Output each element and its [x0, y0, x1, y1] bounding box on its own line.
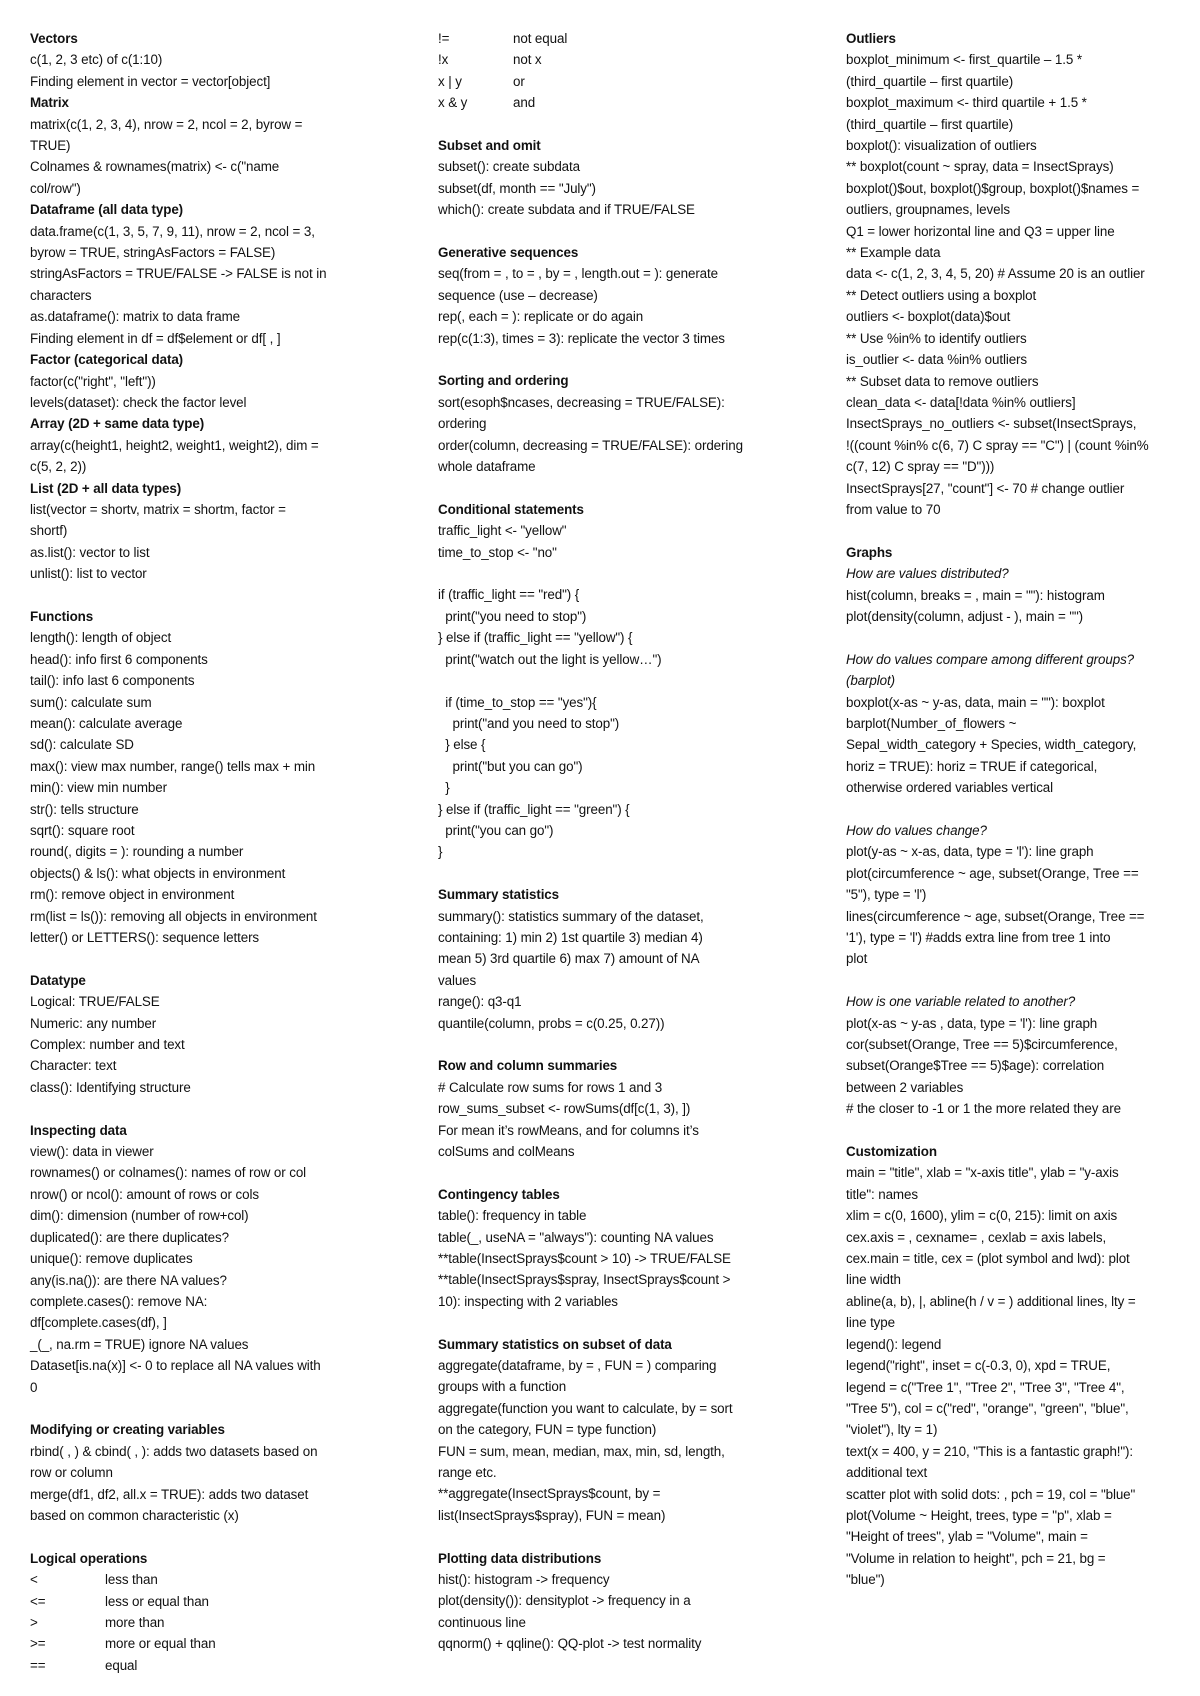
text-line: **table(InsectSprays$count > 10) -> TRUE/FALSE: [438, 1251, 731, 1267]
column-1: [30, 28, 390, 1676]
text-line: "violet"), lty = 1): [846, 1422, 938, 1438]
operator-meaning: or: [513, 73, 525, 89]
text-line: plot(y-as ~ x-as, data, type = 'l'): line graph: [846, 844, 1094, 860]
section-heading: Factor (categorical data): [30, 352, 184, 368]
operator-symbol: x & y: [438, 95, 468, 111]
text-line: on the category, FUN = type function): [438, 1422, 657, 1438]
section-heading: Outliers: [846, 31, 896, 46]
text-line: c(1, 2, 3 etc) of c(1:10): [30, 52, 163, 68]
spacer: [438, 1162, 798, 1183]
section-heading: Generative sequences: [438, 245, 579, 261]
section-heading: Functions: [30, 608, 94, 624]
operator-row: [30, 1591, 390, 1612]
text-line: row_sums_subset <- rowSums(df[c(1, 3), ]): [438, 1101, 691, 1117]
text-line: boxplot_maximum <- third quartile + 1.5 *: [846, 95, 1087, 111]
text-line: print("you can go"): [438, 822, 554, 838]
section-heading: Logical operations: [30, 1550, 148, 1566]
text-line: ** Subset data to remove outliers: [846, 373, 1039, 389]
text-line: complete.cases(): remove NA:: [30, 1293, 208, 1309]
text-line: xlim = c(0, 1600), ylim = c(0, 215): limit on axis: [846, 1208, 1118, 1224]
operator-symbol: !=: [438, 31, 450, 46]
text-line: unique(): remove duplicates: [30, 1251, 193, 1267]
column-3: [846, 28, 1176, 1591]
section-heading: Summary statistics on subset of data: [438, 1336, 672, 1352]
text-line: head(): info first 6 components: [30, 651, 208, 667]
text-line: containing: 1) min 2) 1st quartile 3) median 4): [438, 929, 703, 945]
section-heading: Summary statistics: [438, 887, 560, 903]
operator-symbol: >=: [30, 1636, 46, 1652]
text-line: horiz = TRUE): horiz = TRUE if categorical,: [846, 758, 1098, 774]
operator-row: [438, 28, 798, 49]
text-line: row or column: [30, 1465, 113, 1481]
text-line: Colnames & rownames(matrix) <- c("name: [30, 159, 280, 175]
text-line: mean 5) 3rd quartile 6) max 7) amount of NA: [438, 951, 700, 967]
section-heading: Graphs: [846, 544, 893, 560]
text-line: stringAsFactors = TRUE/FALSE -> FALSE is not in: [30, 266, 327, 282]
operator-row: [438, 49, 798, 70]
text-line: objects() & ls(): what objects in environment: [30, 865, 286, 881]
section-heading: Conditional statements: [438, 501, 584, 517]
text-line: Dataset[is.na(x)] <- 0 to replace all NA values with: [30, 1358, 321, 1374]
operator-row: [30, 1612, 390, 1633]
section-heading: Contingency tables: [438, 1186, 560, 1202]
text-line: factor(c("right", "left")): [30, 373, 156, 389]
text-line: Sepal_width_category + Species, width_category,: [846, 737, 1137, 753]
text-line: "Height of trees", ylab = "Volume", main =: [846, 1529, 1088, 1545]
text-line: dim(): dimension (number of row+col): [30, 1208, 249, 1224]
text-line: print("watch out the light is yellow…"): [438, 651, 662, 667]
text-line: sqrt(): square root: [30, 823, 135, 839]
text-line: !((count %in% c(6, 7) C spray == "C") | (count %in%: [846, 437, 1149, 453]
operator-row: [30, 1569, 390, 1590]
text-line: summary(): statistics summary of the dataset,: [438, 908, 704, 924]
text-line: _(_, na.rm = TRUE) ignore NA values: [30, 1336, 249, 1352]
section-question: How is one variable related to another?: [846, 994, 1076, 1010]
operator-symbol: <: [30, 1572, 38, 1588]
spacer: [846, 627, 1176, 648]
section-heading: Matrix: [30, 95, 69, 111]
spacer: [438, 1526, 798, 1547]
text-line: legend = c("Tree 1", "Tree 2", "Tree 3", "Tree 4",: [846, 1379, 1125, 1395]
text-line: if (time_to_stop == "yes"){: [438, 694, 597, 710]
text-line: clean_data <- data[!data %in% outliers]: [846, 394, 1076, 410]
text-line: legend(): legend: [846, 1336, 942, 1352]
text-line: "Tree 5"), col = c("red", "orange", "green", "blue",: [846, 1400, 1129, 1416]
text-line: plot(density()): densityplot -> frequency in a: [438, 1593, 691, 1609]
operator-row: [438, 92, 798, 113]
text-line: round(, digits = ): rounding a number: [30, 844, 244, 860]
section-heading: Customization: [846, 1144, 937, 1160]
text-line: sequence (use – decrease): [438, 287, 598, 303]
text-line: array(c(height1, height2, weight1, weight2), dim =: [30, 437, 319, 453]
text-line: duplicated(): are there duplicates?: [30, 1229, 229, 1245]
text-line: boxplot(): visualization of outliers: [846, 138, 1037, 154]
text-line: '1'), type = 'l') #adds extra line from tree 1 into: [846, 930, 1111, 946]
operator-meaning: and: [513, 95, 536, 111]
operator-meaning: not equal: [513, 31, 568, 46]
text-line: qqnorm() + qqline(): QQ-plot -> test normality: [438, 1636, 702, 1652]
text-line: subset(df, month == "July"): [438, 180, 596, 196]
text-line: subset(): create subdata: [438, 159, 581, 175]
text-line: rm(list = ls()): removing all objects in environment: [30, 908, 317, 924]
text-line: # the closer to -1 or 1 the more related they are: [846, 1101, 1121, 1117]
text-line: hist(column, breaks = , main = ""): histogram: [846, 587, 1105, 603]
spacer: [30, 585, 390, 606]
text-line: nrow() or ncol(): amount of rows or cols: [30, 1186, 259, 1202]
operator-symbol: !x: [438, 52, 449, 68]
section-heading: Dataframe (all data type): [30, 202, 184, 218]
text-line: scatter plot with solid dots: , pch = 19, col = "blue": [846, 1486, 1136, 1502]
text-line: abline(a, b), |, abline(h / v = ) additional lines, lty =: [846, 1293, 1136, 1309]
text-line: line width: [846, 1272, 901, 1288]
text-line: additional text: [846, 1465, 928, 1481]
text-line: range(): q3-q1: [438, 994, 522, 1010]
section-heading: Modifying or creating variables: [30, 1422, 225, 1438]
text-line: "blue"): [846, 1572, 885, 1588]
text-line: mean(): calculate average: [30, 715, 183, 731]
text-line: InsectSprays_no_outliers <- subset(InsectSprays,: [846, 416, 1137, 432]
text-line: data <- c(1, 2, 3, 4, 5, 20) # Assume 20 is an outlier: [846, 266, 1145, 282]
text-line: Finding element in df = df$element or df[ , ]: [30, 330, 281, 346]
text-line: # Calculate row sums for rows 1 and 3: [438, 1079, 663, 1095]
text-line: barplot(Number_of_flowers ~: [846, 715, 1017, 731]
text-line: col/row"): [30, 180, 81, 196]
text-line: (third_quartile – first quartile): [846, 116, 1014, 132]
text-line: cex.main = title, cex = (plot symbol and lwd): plot: [846, 1251, 1130, 1267]
text-line: list(vector = shortv, matrix = shortm, factor =: [30, 501, 286, 517]
text-line: InsectSprays[27, "count"] <- 70 # change outlier: [846, 480, 1125, 496]
text-line: groups with a function: [438, 1379, 567, 1395]
text-line: sort(esoph$ncases, decreasing = TRUE/FALSE):: [438, 394, 725, 410]
text-line: rownames() or colnames(): names of row or col: [30, 1165, 307, 1181]
spacer: [438, 349, 798, 370]
text-line: For mean it’s rowMeans, and for columns it’s: [438, 1122, 699, 1138]
text-line: table(): frequency in table: [438, 1208, 587, 1224]
text-line: cor(subset(Orange, Tree == 5)$circumference,: [846, 1037, 1118, 1053]
text-line: max(): view max number, range() tells max + min: [30, 758, 316, 774]
operator-row: [438, 71, 798, 92]
text-line: letter() or LETTERS(): sequence letters: [30, 930, 260, 946]
text-line: seq(from = , to = , by = , length.out = ): generate: [438, 266, 718, 282]
operator-symbol: ==: [30, 1657, 46, 1673]
text-line: sd(): calculate SD: [30, 737, 134, 753]
section-heading: Array (2D + same data type): [30, 416, 205, 432]
text-line: based on common characteristic (x): [30, 1507, 239, 1523]
text-line: str(): tells structure: [30, 801, 139, 817]
text-line: matrix(c(1, 2, 3, 4), nrow = 2, ncol = 2, byrow =: [30, 116, 303, 132]
text-line: unlist(): list to vector: [30, 566, 147, 582]
spacer: [30, 948, 390, 969]
spacer: [30, 1398, 390, 1419]
text-line: colSums and colMeans: [438, 1144, 575, 1159]
operator-row: [30, 1633, 390, 1654]
operator-meaning: more than: [105, 1614, 165, 1630]
text-line: df[complete.cases(df), ]: [30, 1315, 167, 1331]
text-line: Numeric: any number: [30, 1015, 157, 1031]
text-line: boxplot(x-as ~ y-as, data, main = ""): boxplot: [846, 694, 1105, 710]
text-line: 10): inspecting with 2 variables: [438, 1293, 618, 1309]
text-line: legend("right", inset = c(-0.3, 0), xpd = TRUE,: [846, 1358, 1111, 1374]
text-line: plot(density(column, adjust - ), main = ""): [846, 608, 1084, 624]
text-line: hist(): histogram -> frequency: [438, 1572, 610, 1588]
spacer: [846, 1120, 1176, 1141]
spacer: [846, 970, 1176, 991]
operator-meaning: not x: [513, 52, 542, 68]
text-line: boxplot_minimum <- first_quartile – 1.5 *: [846, 52, 1082, 68]
text-line: line type: [846, 1315, 895, 1331]
spacer: [438, 1312, 798, 1333]
text-line: rep(, each = ): replicate or do again: [438, 309, 644, 325]
text-line: text(x = 400, y = 210, "This is a fantastic graph!"):: [846, 1443, 1134, 1459]
text-line: continuous line: [438, 1614, 526, 1630]
text-line: any(is.na()): are there NA values?: [30, 1272, 227, 1288]
text-line: }: [438, 780, 450, 796]
text-line: c(7, 12) C spray == "D"))): [846, 459, 995, 475]
text-line: outliers <- boxplot(data)$out: [846, 309, 1011, 325]
operator-symbol: <=: [30, 1593, 46, 1609]
text-line: order(column, decreasing = TRUE/FALSE): ordering: [438, 437, 743, 453]
text-line: "5"), type = 'l'): [846, 887, 927, 903]
spacer: [438, 1034, 798, 1055]
operator-meaning: more or equal than: [105, 1636, 216, 1652]
spacer: [438, 221, 798, 242]
text-line: TRUE): [30, 138, 71, 154]
section-heading: Inspecting data: [30, 1122, 127, 1138]
section-heading: Datatype: [30, 972, 86, 988]
text-line: Complex: number and text: [30, 1037, 185, 1053]
text-line: rep(c(1:3), times = 3): replicate the vector 3 times: [438, 330, 725, 346]
text-line: **aggregate(InsectSprays$count, by =: [438, 1486, 661, 1502]
text-line: min(): view min number: [30, 780, 167, 796]
text-line: ordering: [438, 416, 487, 432]
operator-symbol: x | y: [438, 73, 462, 89]
text-line: traffic_light <- "yellow": [438, 523, 567, 539]
text-line: print("but you can go"): [438, 758, 583, 774]
text-line: cex.axis = , cexname= , cexlab = axis labels,: [846, 1229, 1107, 1245]
text-line: print("you need to stop"): [438, 608, 587, 624]
text-line: levels(dataset): check the factor level: [30, 394, 247, 410]
text-line: lines(circumference ~ age, subset(Orange, Tree ==: [846, 908, 1145, 924]
text-line: ** Detect outliers using a boxplot: [846, 287, 1037, 303]
section-heading: Plotting data distributions: [438, 1550, 602, 1566]
text-line: aggregate(function you want to calculate, by = sort: [438, 1400, 733, 1416]
text-line: print("and you need to stop"): [438, 715, 620, 731]
text-line: ** Example data: [846, 245, 941, 261]
text-line: values: [438, 972, 477, 988]
section-question: How do values change?: [846, 822, 987, 838]
text-line: }: [438, 844, 443, 860]
text-line: from value to 70: [846, 501, 941, 517]
text-line: view(): data in viewer: [30, 1144, 154, 1160]
text-line: length(): length of object: [30, 630, 172, 646]
text-line: } else if (traffic_light == "green") {: [438, 801, 630, 817]
text-line: plot(Volume ~ Height, trees, type = "p", xlab =: [846, 1507, 1112, 1523]
text-line: title": names: [846, 1186, 918, 1202]
text-line: class(): Identifying structure: [30, 1079, 191, 1095]
section-heading: Subset and omit: [438, 138, 541, 154]
text-line: ** boxplot(count ~ spray, data = InsectSprays): [846, 159, 1114, 175]
section-heading: Sorting and ordering: [438, 373, 569, 389]
operator-row: [30, 1655, 390, 1676]
text-line: time_to_stop <- "no": [438, 544, 557, 560]
spacer: [438, 563, 798, 584]
text-line: characters: [30, 287, 92, 303]
text-line: } else if (traffic_light == "yellow") {: [438, 630, 633, 646]
operator-meaning: equal: [105, 1657, 138, 1673]
text-line: whole dataframe: [438, 459, 536, 475]
text-line: **table(InsectSprays$spray, InsectSprays$count >: [438, 1272, 731, 1288]
text-line: as.list(): vector to list: [30, 544, 150, 560]
text-line: table(_, useNA = "always"): counting NA values: [438, 1229, 714, 1245]
operator-meaning: less than: [105, 1572, 158, 1588]
text-line: subset(Orange$Tree == 5)$age): correlation: [846, 1058, 1105, 1074]
operator-symbol: >: [30, 1614, 38, 1630]
text-line: data.frame(c(1, 3, 5, 7, 9, 11), nrow = 2, ncol = 3,: [30, 223, 315, 239]
spacer: [438, 670, 798, 691]
text-line: Character: text: [30, 1058, 117, 1074]
text-line: byrow = TRUE, stringAsFactors = FALSE): [30, 245, 276, 261]
text-line: ** Use %in% to identify outliers: [846, 330, 1027, 346]
text-line: sum(): calculate sum: [30, 694, 152, 710]
text-line: plot(x-as ~ y-as , data, type = 'l'): line graph: [846, 1015, 1098, 1031]
text-line: } else {: [438, 737, 486, 753]
spacer: [846, 799, 1176, 820]
text-line: rm(): remove object in environment: [30, 887, 235, 903]
text-line: c(5, 2, 2)): [30, 459, 87, 475]
text-line: otherwise ordered variables vertical: [846, 780, 1054, 796]
text-line: as.dataframe(): matrix to data frame: [30, 309, 240, 325]
spacer: [438, 863, 798, 884]
text-line: tail(): info last 6 components: [30, 673, 195, 689]
text-line: Logical: TRUE/FALSE: [30, 994, 160, 1010]
spacer: [438, 114, 798, 135]
section-question: (barplot): [846, 673, 895, 689]
text-line: Q1 = lower horizontal line and Q3 = upper line: [846, 223, 1115, 239]
section-question: How do values compare among different groups?: [846, 651, 1135, 667]
operator-meaning: less or equal than: [105, 1593, 209, 1609]
text-line: main = "title", xlab = "x-axis title", ylab = "y-axis: [846, 1165, 1119, 1181]
text-line: if (traffic_light == "red") {: [438, 587, 580, 603]
text-line: list(InsectSprays$spray), FUN = mean): [438, 1507, 666, 1523]
text-line: outliers, groupnames, levels: [846, 202, 1010, 218]
text-line: plot: [846, 951, 868, 967]
text-line: shortf): [30, 523, 68, 539]
section-heading: Row and column summaries: [438, 1058, 618, 1074]
text-line: is_outlier <- data %in% outliers: [846, 352, 1028, 368]
text-line: 0: [30, 1379, 38, 1395]
text-line: (third_quartile – first quartile): [846, 73, 1014, 89]
text-line: range etc.: [438, 1465, 497, 1481]
spacer: [438, 477, 798, 498]
text-line: "Volume in relation to height", pch = 21, bg =: [846, 1550, 1106, 1566]
text-line: Finding element in vector = vector[object]: [30, 73, 271, 89]
text-line: FUN = sum, mean, median, max, min, sd, length,: [438, 1443, 725, 1459]
text-line: boxplot()$out, boxplot()$group, boxplot()$names =: [846, 180, 1140, 196]
spacer: [846, 520, 1176, 541]
section-question: How are values distributed?: [846, 566, 1009, 582]
text-line: merge(df1, df2, all.x = TRUE): adds two dataset: [30, 1486, 309, 1502]
text-line: which(): create subdata and if TRUE/FALSE: [438, 202, 695, 218]
text-line: between 2 variables: [846, 1079, 964, 1095]
text-line: aggregate(dataframe, by = , FUN = ) comparing: [438, 1358, 717, 1374]
text-line: quantile(column, probs = c(0.25, 0.27)): [438, 1015, 665, 1031]
column-2: [438, 28, 798, 1655]
section-heading: Vectors: [30, 31, 78, 46]
section-heading: List (2D + all data types): [30, 480, 182, 496]
spacer: [30, 1098, 390, 1119]
text-line: plot(circumference ~ age, subset(Orange, Tree ==: [846, 865, 1139, 881]
text-line: rbind( , ) & cbind( , ): adds two datasets based on: [30, 1443, 318, 1459]
spacer: [30, 1526, 390, 1547]
